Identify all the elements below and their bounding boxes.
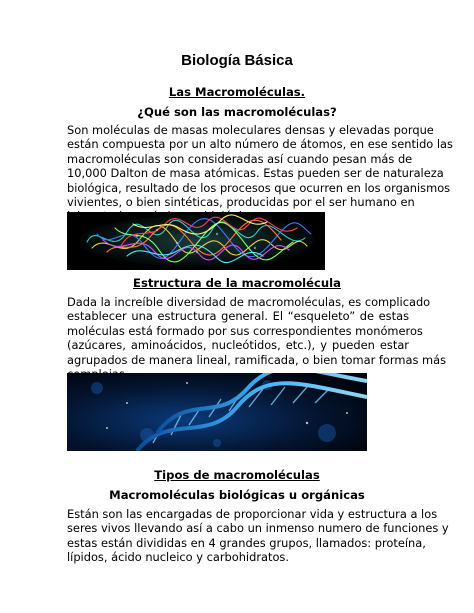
- section1-paragraph: [67, 123, 453, 224]
- section2-heading: Estructura de la macromolécula: [133, 276, 341, 290]
- section1-heading: Las Macromoléculas.: [168, 85, 306, 99]
- paragraph-line: Dada la increíble diversidad de macromoléculas, es complicado: [67, 295, 431, 309]
- section3-heading: Tipos de macromoléculas: [154, 468, 320, 482]
- paragraph-line: 10,000 Dalton de masa atómicas. Estas pueden ser de naturaleza: [67, 166, 444, 181]
- dna-helix-image: [67, 373, 367, 451]
- paragraph-line: biológica, resultado de los procesos que ocurren en los organismos: [67, 180, 451, 195]
- paragraph-line: (azúcares, aminoácidos, nucleótidos, etc.), y pueden estar: [67, 338, 409, 353]
- paragraph-line: lípidos, ácido nucleico y carbohidratos.: [67, 550, 289, 565]
- section3-paragraph: [67, 507, 449, 565]
- paragraph-line: agrupados de manera lineal, ramificada, o bien tomar formas más: [67, 352, 447, 367]
- paragraph-line: macromoléculas son consideradas así cuando pesan más de: [67, 151, 413, 166]
- paragraph-line: estas están divididas en 4 grandes grupos, llamados: proteína,: [67, 535, 426, 550]
- protein-structure-image: [67, 212, 325, 270]
- paragraph-line: seres vivos llevando así a cabo un inmenso numero de funciones y: [67, 521, 449, 536]
- paragraph-line: Están son las encargadas de proporcionar vida y estructura a los: [67, 507, 438, 521]
- paragraph-line: Son moléculas de masas moleculares densas y elevadas porque: [67, 123, 434, 137]
- section2-paragraph: [67, 295, 447, 381]
- section1-question: ¿Qué son las macromoléculas?: [137, 105, 337, 119]
- paragraph-line: vivientes, o bien sintéticas, producidas por el ser humano en: [67, 195, 415, 210]
- section3-subheading: Macromoléculas biológicas u orgánicas: [109, 488, 365, 502]
- paragraph-line: están compuesta por un alto número de átomos, en ese sentido las: [67, 137, 453, 152]
- paragraph-line: moléculas está formado por sus correspondientes monómeros: [67, 323, 423, 338]
- document-title: Biología Básica: [181, 52, 293, 69]
- paragraph-line: establecer una estructura general. El “esqueleto” de estas: [67, 309, 409, 324]
